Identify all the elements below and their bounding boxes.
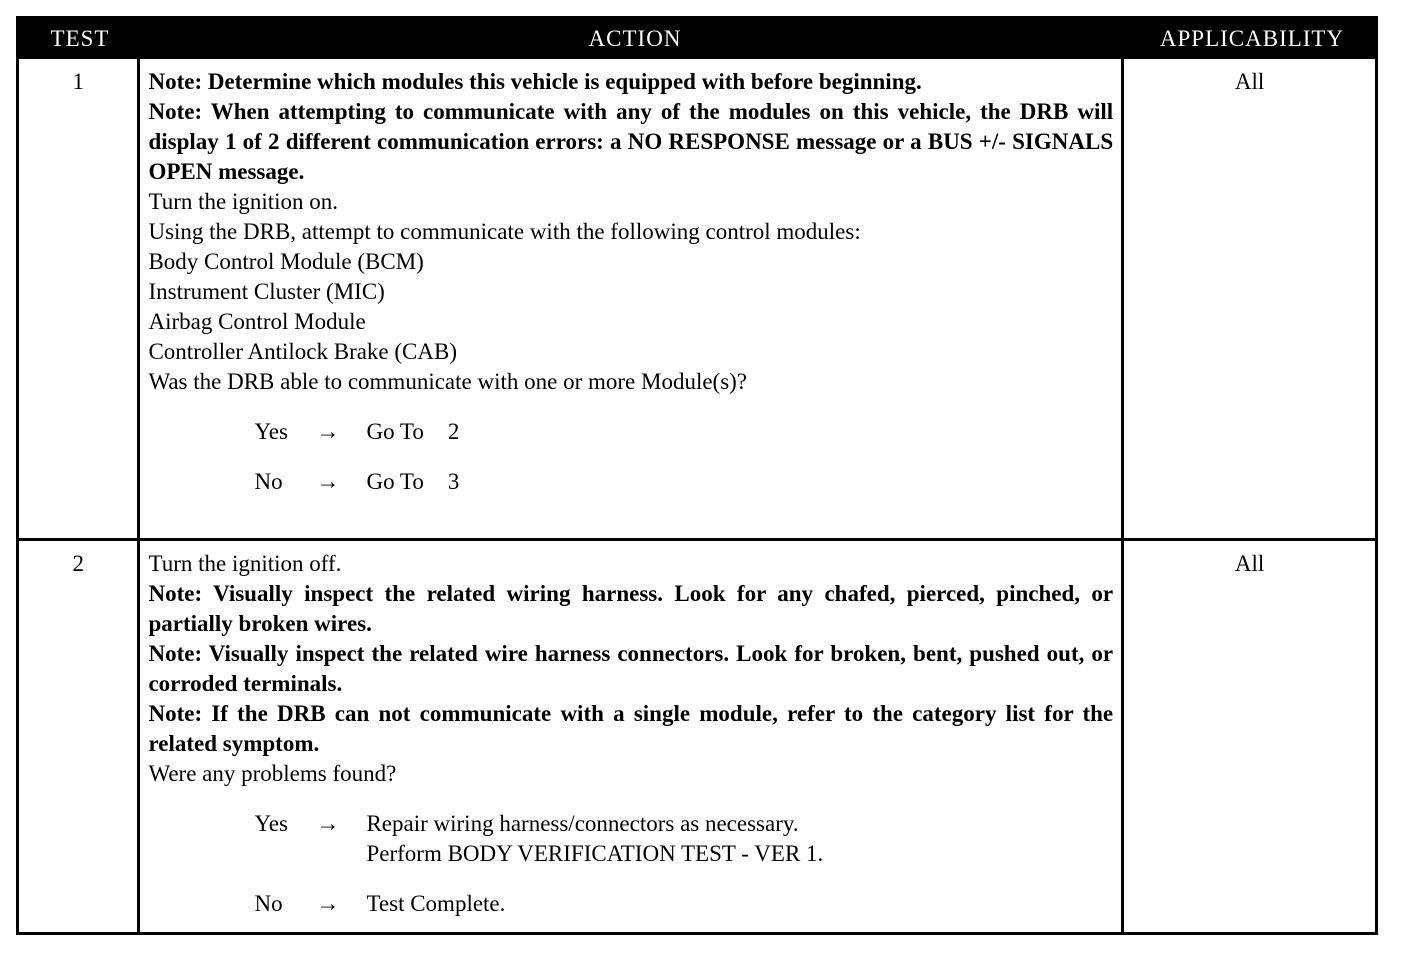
answer-label: Yes [254,419,288,444]
answer-label: Yes [254,811,288,836]
answer-text [366,467,459,497]
applicability-cell: All [1234,69,1265,94]
note-text: Note: Visually inspect the related wire harness connectors. Look for broken, bent, pushed out, or corroded terminals. [148,641,1114,696]
table-row [19,59,1375,541]
arrow-icon: → [316,891,340,916]
goto-label: Go To [366,469,424,494]
module-item: Body Control Module (BCM) [148,249,424,274]
header-test: TEST [50,26,110,51]
answer-no [254,889,1113,919]
note-text: Note: Visually inspect the related wiring harness. Look for any chafed, pierced, pinched, or partially broken wires. [148,581,1114,636]
answer-label: No [254,891,283,916]
module-item: Controller Antilock Brake (CAB) [148,339,458,364]
table-row [19,541,1375,932]
goto-target: 2 [447,419,460,444]
test-number: 2 [19,541,140,932]
answer-text [366,809,823,869]
table-header [19,19,1375,59]
goto-label: Go To [366,419,424,444]
answer-line: Perform BODY VERIFICATION TEST - VER 1. [366,841,824,866]
arrow-icon: → [316,469,340,494]
note-text: Note: Determine which modules this vehicle is equipped with before beginning. [148,69,922,94]
answer-text [366,417,459,447]
note-text: Note: When attempting to communicate with any of the modules on this vehicle, the DRB will display 1 of 2 different communication errors: a NO RESPONSE message or a BUS +/- SIGNALS OPEN message. [148,99,1114,184]
module-item: Airbag Control Module [148,309,366,334]
instruction-text: Turn the ignition off. [148,551,342,576]
answer-label: No [254,469,283,494]
question-text: Were any problems found? [148,761,397,786]
answer-list [254,809,1113,919]
arrow-icon: → [316,811,340,836]
answer-text: Test Complete. [366,891,506,916]
answer-list [254,417,1113,497]
diagnostic-table [16,16,1378,935]
note-text: Note: If the DRB can not communicate with a single module, refer to the category list for the related symptom. [148,701,1114,756]
answer-yes [254,809,1113,869]
answer-yes [254,417,1113,447]
test-number: 1 [19,59,140,538]
instruction-text: Using the DRB, attempt to communicate with the following control modules: [148,219,861,244]
arrow-icon: → [316,419,340,444]
instruction-text: Turn the ignition on. [148,189,339,214]
applicability-cell: All [1234,551,1265,576]
answer-line: Repair wiring harness/connectors as necessary. [366,811,799,836]
module-item: Instrument Cluster (MIC) [148,279,385,304]
goto-target: 3 [447,469,460,494]
action-cell [140,59,1124,538]
header-applicability: APPLICABILITY [1159,26,1345,51]
action-cell [140,541,1124,932]
question-text: Was the DRB able to communicate with one or more Module(s)? [148,369,748,394]
answer-no [254,467,1113,497]
header-action: ACTION [588,26,682,51]
